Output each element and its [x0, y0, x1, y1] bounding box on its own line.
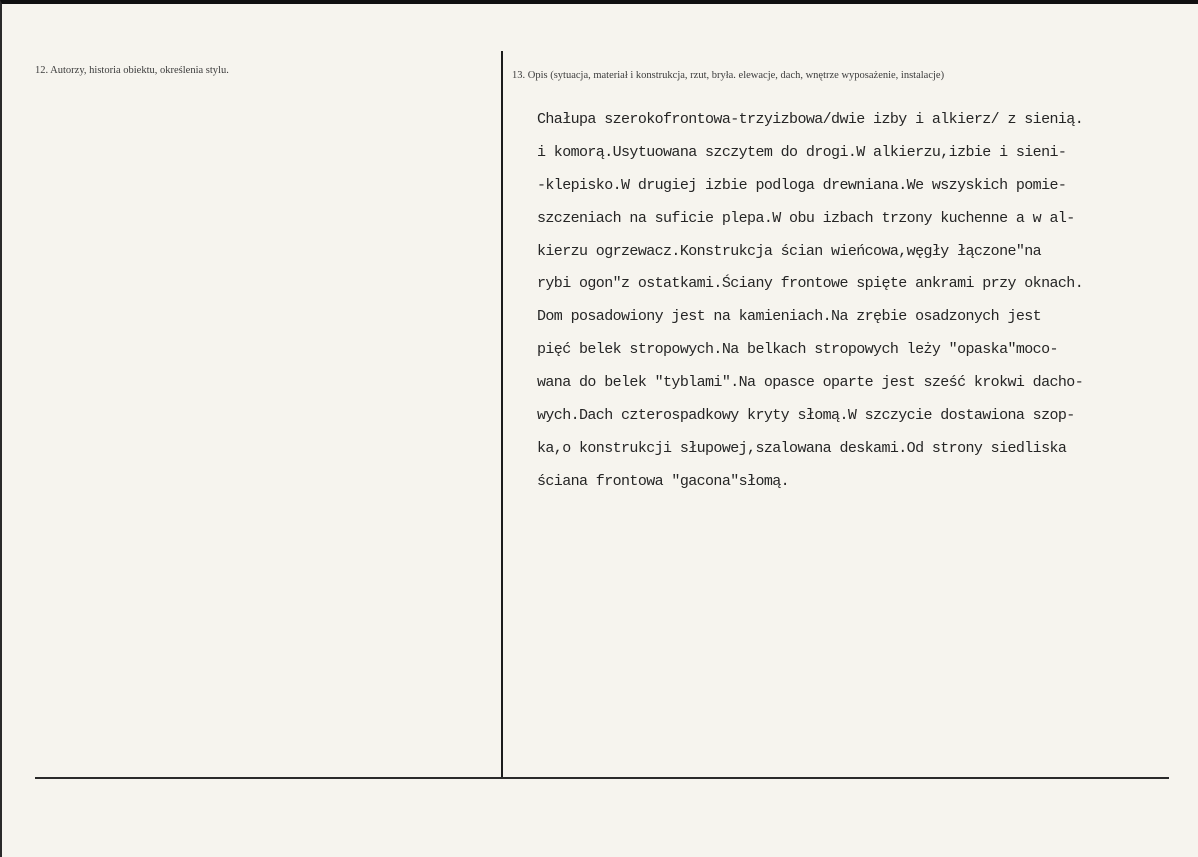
- description-line: rybi ogon"z ostatkami.Ściany frontowe spięte ankrami przy oknach.: [537, 275, 1084, 293]
- description-line: wana do belek "tyblami".Na opasce oparte jest sześć krokwi dacho-: [537, 374, 1084, 392]
- description-line: kierzu ogrzewacz.Konstrukcja ścian wieńcowa,węgły łączone"na: [537, 242, 1042, 260]
- field-12-label: 12. Autorzy, historia obiektu, określenia stylu.: [35, 65, 229, 76]
- description-line: i komorą.Usytuowana szczytem do drogi.W alkierzu,izbie i sieni-: [537, 143, 1067, 161]
- description-text: [537, 108, 1197, 503]
- description-line: wych.Dach czterospadkowy kryty słomą.W szczycie dostawiona szop-: [537, 407, 1075, 425]
- description-line: ka,o konstrukcji słupowej,szalowana deskami.Od strony siedliska: [537, 439, 1067, 457]
- description-line: Chałupa szerokofrontowa-trzyizbowa/dwie izby i alkierz/ z sienią.: [537, 111, 1084, 128]
- field-13-label: 13. Opis (sytuacja, materiał i konstrukcja, rzut, bryła. elewacje, dach, wnętrze wyposażenie, instalacje): [512, 70, 945, 81]
- description-line: szczeniach na suficie plepa.W obu izbach trzony kuchenne a w al-: [537, 209, 1075, 227]
- bottom-rule: [35, 777, 1169, 779]
- description-line: -klepisko.W drugiej izbie podloga drewniana.We wszyskich pomie-: [537, 176, 1067, 194]
- description-line: pięć belek stropowych.Na belkach stropowych leży "opaska"moco-: [537, 341, 1058, 359]
- column-divider: [501, 51, 503, 779]
- description-line: Dom posadowiony jest na kamieniach.Na zrębie osadzonych jest: [537, 308, 1042, 326]
- description-line: ściana frontowa "gacona"słomą.: [537, 472, 790, 490]
